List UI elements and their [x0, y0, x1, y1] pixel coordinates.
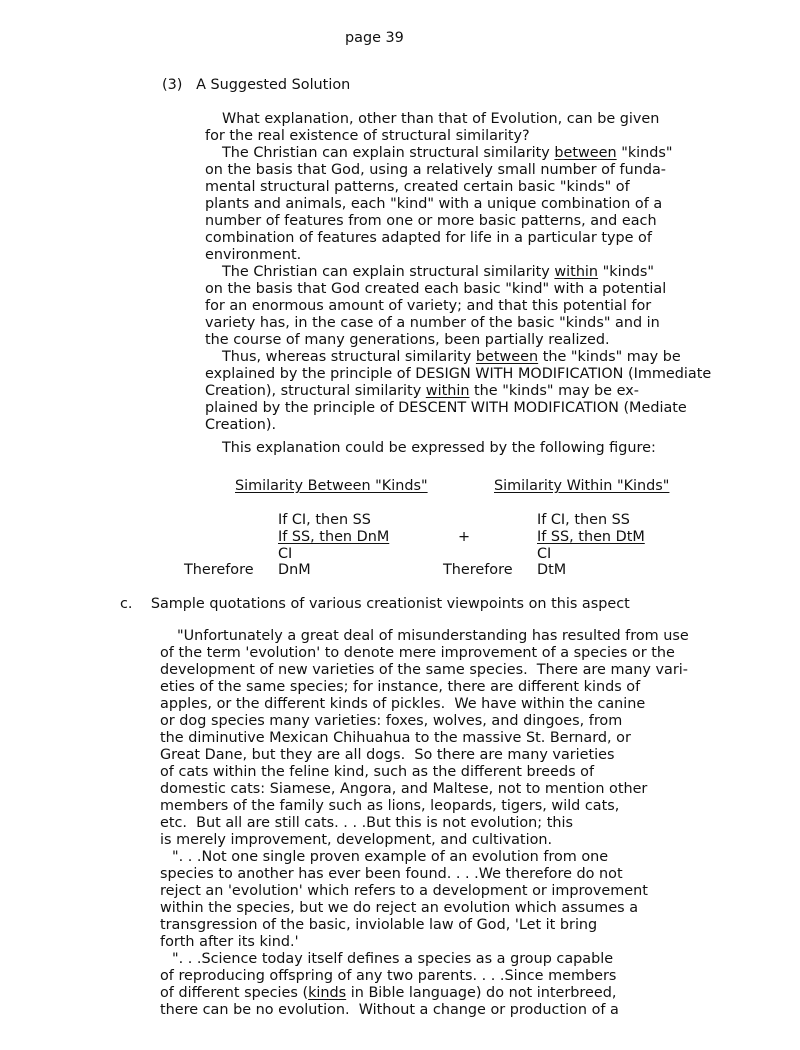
text-span: the "kinds" may be ex-: [469, 383, 639, 399]
text-line: variety has, in the case of a number of the basic "kinds" and in: [205, 315, 660, 331]
page-number: page 39: [345, 30, 404, 46]
figure-plus: +: [458, 529, 471, 545]
text-line: [205, 264, 666, 281]
figure-left-therefore: Therefore: [184, 562, 254, 578]
paragraph-2: [205, 145, 673, 264]
quote-line: "Unfortunately a great deal of misunderstanding has resulted from use: [177, 628, 689, 644]
text-span: The Christian can explain structural similarity: [222, 264, 555, 280]
section-heading: [162, 77, 350, 94]
text-line: [205, 383, 711, 400]
text-line: Creation).: [205, 417, 277, 433]
quote-line: apples, or the different kinds of pickles. We have within the canine: [160, 696, 646, 712]
text-line: on the basis that God created each basic "kind" with a potential: [205, 281, 667, 297]
quote-line: transgression of the basic, inviolable law of God, 'Let it bring: [160, 917, 598, 933]
quote-line: reject an 'evolution' which refers to a development or improvement: [160, 883, 648, 899]
section-number: (3): [162, 77, 183, 93]
figure-left-result: DnM: [278, 562, 311, 578]
text-span: Thus, whereas structural similarity: [222, 349, 476, 365]
quote-line: within the species, but we do reject an evolution which assumes a: [160, 900, 639, 916]
text-line: mental structural patterns, created certain basic "kinds" of: [205, 179, 630, 195]
quote-line: the diminutive Mexican Chihuahua to the massive St. Bernard, or: [160, 730, 631, 746]
quote-line: domestic cats: Siamese, Angora, and Maltese, not to mention other: [160, 781, 648, 797]
section-title: A Suggested Solution: [196, 77, 351, 93]
premise-line: If SS, then DnM: [278, 529, 390, 545]
text-span: "kinds": [598, 264, 654, 280]
quote-line: eties of the same species; for instance, there are different kinds of: [160, 679, 641, 695]
quote-line: etc. But all are still cats. . . .But this is not evolution; this: [160, 815, 573, 831]
text-line: number of features from one or more basic patterns, and each: [205, 213, 657, 229]
text-line: [205, 145, 673, 162]
text-line: [205, 349, 711, 366]
quotation-3: [160, 951, 619, 1019]
quote-line: development of new varieties of the same species. There are many vari-: [160, 662, 688, 678]
subsection-heading: [120, 596, 630, 613]
emphasis-within: within: [554, 264, 599, 280]
premise-line: CI: [278, 546, 293, 562]
quote-line: of cats within the feline kind, such as the different breeds of: [160, 764, 595, 780]
quote-line: species to another has ever been found. . . .We therefore do not: [160, 866, 623, 882]
quote-line: of the term 'evolution' to denote mere improvement of a species or the: [160, 645, 675, 661]
emphasis-between: between: [554, 145, 617, 161]
text-span: in Bible language) do not interbreed,: [346, 985, 617, 1001]
text-span: Creation), structural similarity: [205, 383, 426, 399]
quotation-1: [160, 628, 689, 849]
premise-line: CI: [537, 546, 552, 562]
text-span: The Christian can explain structural similarity: [222, 145, 555, 161]
text-line: on the basis that God, using a relatively small number of funda-: [205, 162, 666, 178]
quote-line: ". . .Not one single proven example of an evolution from one: [172, 849, 609, 865]
quote-line: Great Dane, but they are all dogs. So there are many varieties: [160, 747, 615, 763]
text-line: plained by the principle of DESCENT WITH MODIFICATION (Mediate: [205, 400, 687, 416]
quote-line: members of the family such as lions, leopards, tigers, wild cats,: [160, 798, 620, 814]
quote-line: of reproducing offspring of any two parents. . . .Since members: [160, 968, 617, 984]
figure-left-premises: [278, 512, 389, 563]
text-span: of different species (: [160, 985, 309, 1001]
quote-line: [160, 985, 619, 1002]
figure-right-heading: Similarity Within "Kinds": [494, 478, 670, 494]
text-span: the "kinds" may be: [538, 349, 681, 365]
paragraph-1: [205, 111, 659, 145]
figure-left-heading: Similarity Between "Kinds": [235, 478, 428, 494]
text-line: for the real existence of structural similarity?: [205, 128, 530, 144]
text-span: "kinds": [616, 145, 673, 161]
premise-line: If CI, then SS: [537, 512, 630, 528]
text-line: explained by the principle of DESIGN WITH MODIFICATION (Immediate: [205, 366, 712, 382]
text-line: combination of features adapted for life in a particular type of: [205, 230, 652, 246]
subsection-letter: c.: [120, 596, 133, 612]
quote-line: forth after its kind.': [160, 934, 299, 950]
text-line: What explanation, other than that of Evolution, can be given: [222, 111, 660, 127]
premise-line: If CI, then SS: [278, 512, 371, 528]
paragraph-3: [205, 264, 666, 349]
paragraph-4: [205, 349, 711, 434]
quote-line: or dog species many varieties: foxes, wolves, and dingoes, from: [160, 713, 623, 729]
subsection-title: Sample quotations of various creationist viewpoints on this aspect: [150, 596, 630, 612]
emphasis-kinds: kinds: [308, 985, 347, 1001]
text-line: for an enormous amount of variety; and that this potential for: [205, 298, 652, 314]
emphasis-between: between: [475, 349, 539, 365]
quote-line: there can be no evolution. Without a change or production of a: [160, 1002, 619, 1018]
quote-line: ". . .Science today itself defines a species as a group capable: [172, 951, 614, 967]
text-line: plants and animals, each "kind" with a unique combination of a: [205, 196, 663, 212]
figure-right-therefore: Therefore: [443, 562, 513, 578]
figure-right-premises: [537, 512, 645, 563]
figure-right-result: DtM: [537, 562, 567, 578]
emphasis-within: within: [425, 383, 470, 399]
quotation-2: [160, 849, 648, 951]
text-line: environment.: [205, 247, 302, 263]
text-line: the course of many generations, been partially realized.: [205, 332, 610, 348]
premise-line: If SS, then DtM: [537, 529, 645, 545]
quote-line: is merely improvement, development, and cultivation.: [160, 832, 553, 848]
paragraph-5: This explanation could be expressed by the following figure:: [222, 440, 656, 456]
